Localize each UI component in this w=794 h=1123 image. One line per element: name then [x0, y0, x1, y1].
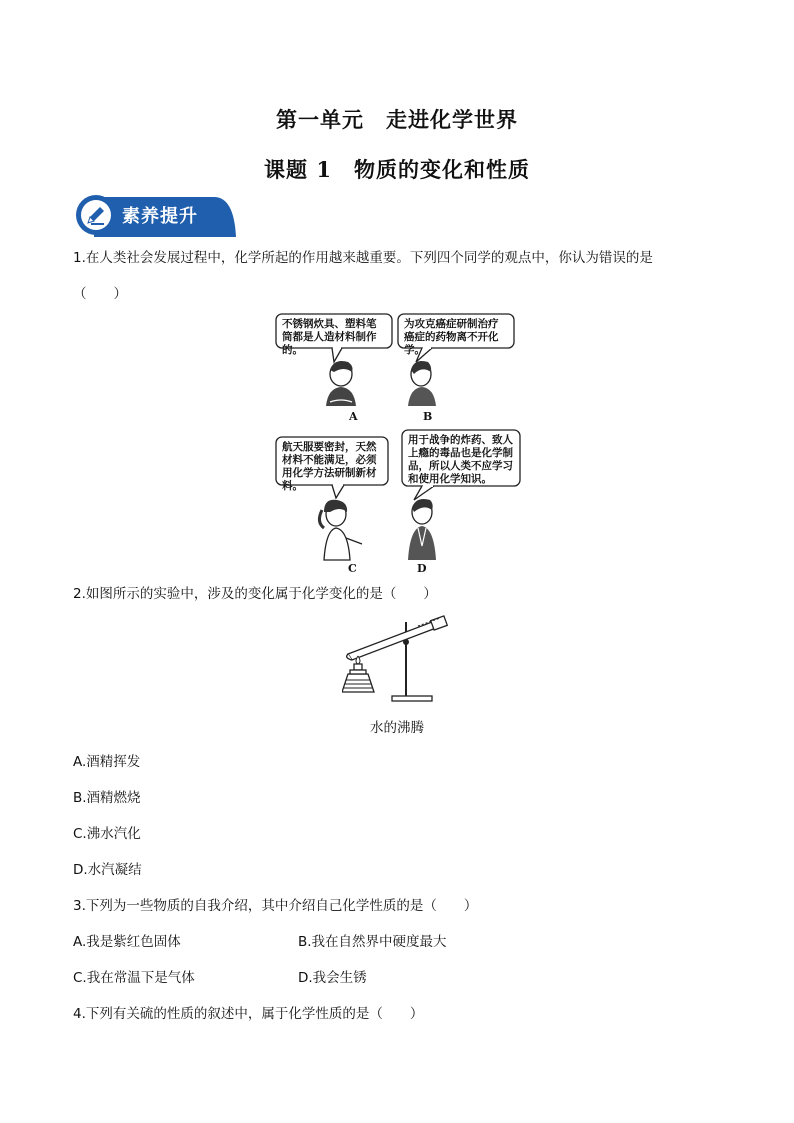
label-b: B — [423, 410, 433, 423]
question-3-stem: 3.下列为一些物质的自我介绍，其中介绍自己化学性质的是（ ） — [73, 898, 478, 914]
student-d-figure — [408, 499, 436, 560]
question-2-option-c[interactable]: C.沸水汽化 — [73, 826, 141, 842]
pencil-icon — [84, 203, 108, 227]
question-2-option-b[interactable]: B.酒精燃烧 — [73, 790, 141, 806]
question-1-stem: 1.在人类社会发展过程中，化学所起的作用越来越重要。下列四个同学的观点中，你认为错误的是 — [73, 250, 653, 266]
student-a-figure — [326, 361, 356, 406]
section-banner — [74, 193, 236, 237]
bubble-c-text: 航天服要密封，天然材料不能满足，必须用化学方法研制新材料。 — [282, 441, 377, 492]
label-d: D — [417, 562, 427, 575]
question-3-option-c[interactable]: C.我在常温下是气体 — [73, 970, 195, 986]
question-2-option-d[interactable]: D.水汽凝结 — [73, 862, 142, 878]
unit-title: 第一单元 走进化学世界 — [276, 107, 518, 132]
question-2-figure-caption: 水的沸腾 — [370, 720, 424, 736]
lesson-title: 课题 1 物质的变化和性质 — [264, 157, 530, 182]
banner-label: 素养提升 — [122, 206, 198, 227]
boiling-water-apparatus — [342, 612, 452, 704]
student-c-figure — [319, 500, 362, 560]
question-3-option-d[interactable]: D.我会生锈 — [298, 970, 367, 986]
question-3-option-b[interactable]: B.我在自然界中硬度最大 — [298, 934, 447, 950]
bubble-d-text: 用于战争的炸药、致人上瘾的毒品也是化学制品，所以人类不应学习和使用化学知识。 — [408, 434, 513, 485]
student-b-figure — [408, 361, 436, 406]
question-1-figure — [274, 312, 524, 577]
label-c: C — [348, 562, 357, 575]
question-3-option-a[interactable]: A.我是紫红色固体 — [73, 934, 181, 950]
question-2-stem: 2.如图所示的实验中，涉及的变化属于化学变化的是（ ） — [73, 586, 437, 602]
question-2-option-a[interactable]: A.酒精挥发 — [73, 754, 141, 770]
label-a: A — [349, 410, 358, 423]
bubble-b-text: 为攻克癌症研制治疗癌症的药物离不开化学。 — [404, 318, 499, 356]
question-4-stem: 4.下列有关硫的性质的叙述中，属于化学性质的是（ ） — [73, 1006, 424, 1022]
question-1-blank: （ ） — [73, 286, 127, 302]
bubble-a-text: 不锈钢炊具、塑料笔筒都是人造材料制作的。 — [282, 318, 377, 356]
